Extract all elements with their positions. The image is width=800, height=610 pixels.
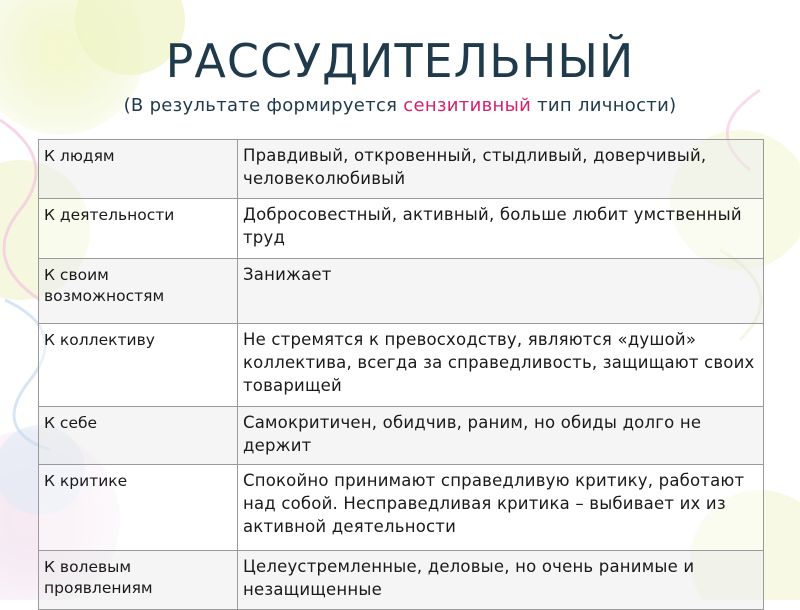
table-row [39,259,764,324]
row-value: Целеустремленные, деловые, но очень ранимые и незащищенные [238,551,764,610]
row-value: Занижает [238,259,764,324]
row-key: К своим возможностям [39,259,238,324]
page-subtitle [0,95,800,116]
table-row [39,199,764,259]
row-value: Добросовестный, активный, больше любит умственный труд [238,199,764,259]
row-key: К коллективу [39,324,238,407]
table-row [39,407,764,465]
table-row [39,465,764,551]
personality-table [38,139,764,610]
subtitle-text-start: (В результате формируется [123,95,404,116]
table-row [39,551,764,610]
row-value: Не стремятся к превосходству, являются «душой» коллектива, всегда за справедливость, защищают своих товарищей [238,324,764,407]
row-key: К себе [39,407,238,465]
row-value: Спокойно принимают справедливую критику, работают над собой. Несправедливая критика – выбивает их из активной деятельности [238,465,764,551]
row-key: К волевым проявлениям [39,551,238,610]
row-key: К деятельности [39,199,238,259]
row-key: К критике [39,465,238,551]
row-value: Самокритичен, обидчив, раним, но обиды долго не держит [238,407,764,465]
subtitle-accent-word: сензитивный [403,95,532,116]
subtitle-text-end: тип личности) [531,95,677,116]
row-key: К людям [39,140,238,199]
table-row [39,324,764,407]
row-value: Правдивый, откровенный, стыдливый, доверчивый, человеколюбивый [238,140,764,199]
page-title: РАССУДИТЕЛЬНЫЙ [165,34,635,88]
table-row [39,140,764,199]
